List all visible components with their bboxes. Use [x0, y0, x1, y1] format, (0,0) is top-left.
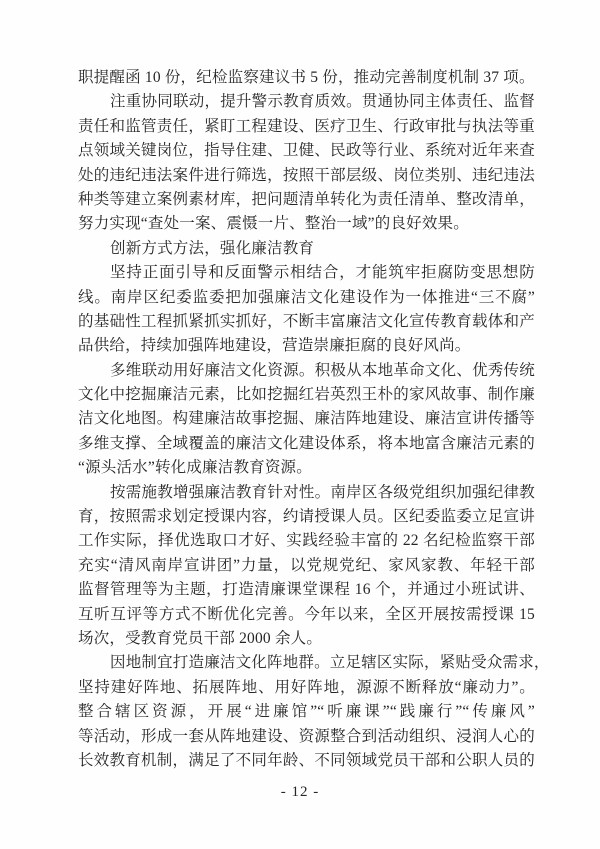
text-line: 努力实现“查处一案、震慑一片、整治一域”的良好效果。: [78, 215, 469, 233]
text-line: 责任和监管责任，紧盯工程建设、医疗卫生、行政审批与执法等重: [78, 117, 535, 135]
text-line: 互听互评等方式不断优化完善。今年以来，全区开展按需授课 15: [78, 605, 535, 623]
text-line: 的基础性工程抓紧抓实抓好，不断丰富廉洁文化宣传教育载体和产: [78, 312, 535, 330]
text-line: 注重协同联动，提升警示教育质效。贯通协同主体责任、监督: [110, 93, 535, 111]
text-line: “源头活水”转化成廉洁教育资源。: [78, 459, 312, 477]
text-line: 长效教育机制，满足了不同年龄、不同领域党员干部和公职人员的: [78, 751, 535, 769]
text-line: 坚持建好阵地、拓展阵地、用好阵地，源源不断释放“廉动力”。: [78, 678, 535, 696]
text-line: 点领域关键岗位，指导住建、卫健、民政等行业、系统对近年来查: [78, 142, 535, 160]
text-line: 按需施教增强廉洁教育针对性。南岸区各级党组织加强纪律教: [110, 483, 535, 501]
text-line: 洁文化地图。构建廉洁故事挖掘、廉洁阵地建设、廉洁宣讲传播等: [78, 410, 535, 428]
text-line: 因地制宜打造廉洁文化阵地群。立足辖区实际，紧贴受众需求，: [110, 654, 550, 672]
text-line: 品供给，持续加强阵地建设，营造崇廉拒腐的良好风尚。: [78, 337, 471, 355]
text-line: 线。南岸区纪委监委把加强廉洁文化建设作为一体推进“三不腐”: [78, 288, 535, 306]
text-line: 处的违纪违法案件进行筛选，按照干部层级、岗位类别、违纪违法: [78, 166, 535, 184]
text-line: 种类等建立案例素材库，把问题清单转化为责任清单、整改清单，: [78, 190, 535, 208]
text-line: 场次，受教育党员干部 2000 余人。: [78, 629, 323, 647]
text-line: 等活动，形成一套从阵地建设、资源整合到活动组织、浸润人心的: [78, 727, 535, 745]
page-number: - 12 -: [280, 784, 320, 800]
text-line: 整合辖区资源，开展“进廉馆”“听廉课”“践廉行”“传廉风”: [78, 703, 535, 721]
text-line: 多维联动用好廉洁文化资源。积极从本地革命文化、优秀传统: [110, 361, 535, 379]
text-line: 育，按照需求划定授课内容，约请授课人员。区纪委监委立足宣讲: [78, 508, 535, 526]
text-line: 充实“清风南岸宣讲团”力量，以党规党纪、家风家教、年轻干部: [78, 556, 535, 574]
text-line: 多维支撑、全域覆盖的廉洁文化建设体系，将本地富含廉洁元素的: [78, 434, 535, 452]
text-line: 工作实际，择优选取口才好、实践经验丰富的 22 名纪检监察干部: [78, 532, 535, 550]
text-line: 监督管理等为主题，打造清廉课堂课程 16 个，并通过小班试讲、: [78, 581, 535, 599]
text-line: 文化中挖掘廉洁元素，比如挖掘红岩英烈王朴的家风故事、制作廉: [78, 386, 535, 404]
text-line: 坚持正面引导和反面警示相结合，才能筑牢拒腐防变思想防: [110, 264, 535, 282]
document-body: [78, 66, 550, 773]
text-line: 职提醒函 10 份，纪检监察建议书 5 份，推动完善制度机制 37 项。: [78, 69, 535, 86]
section-heading-line: 创新方式方法，强化廉洁教育: [110, 239, 315, 257]
